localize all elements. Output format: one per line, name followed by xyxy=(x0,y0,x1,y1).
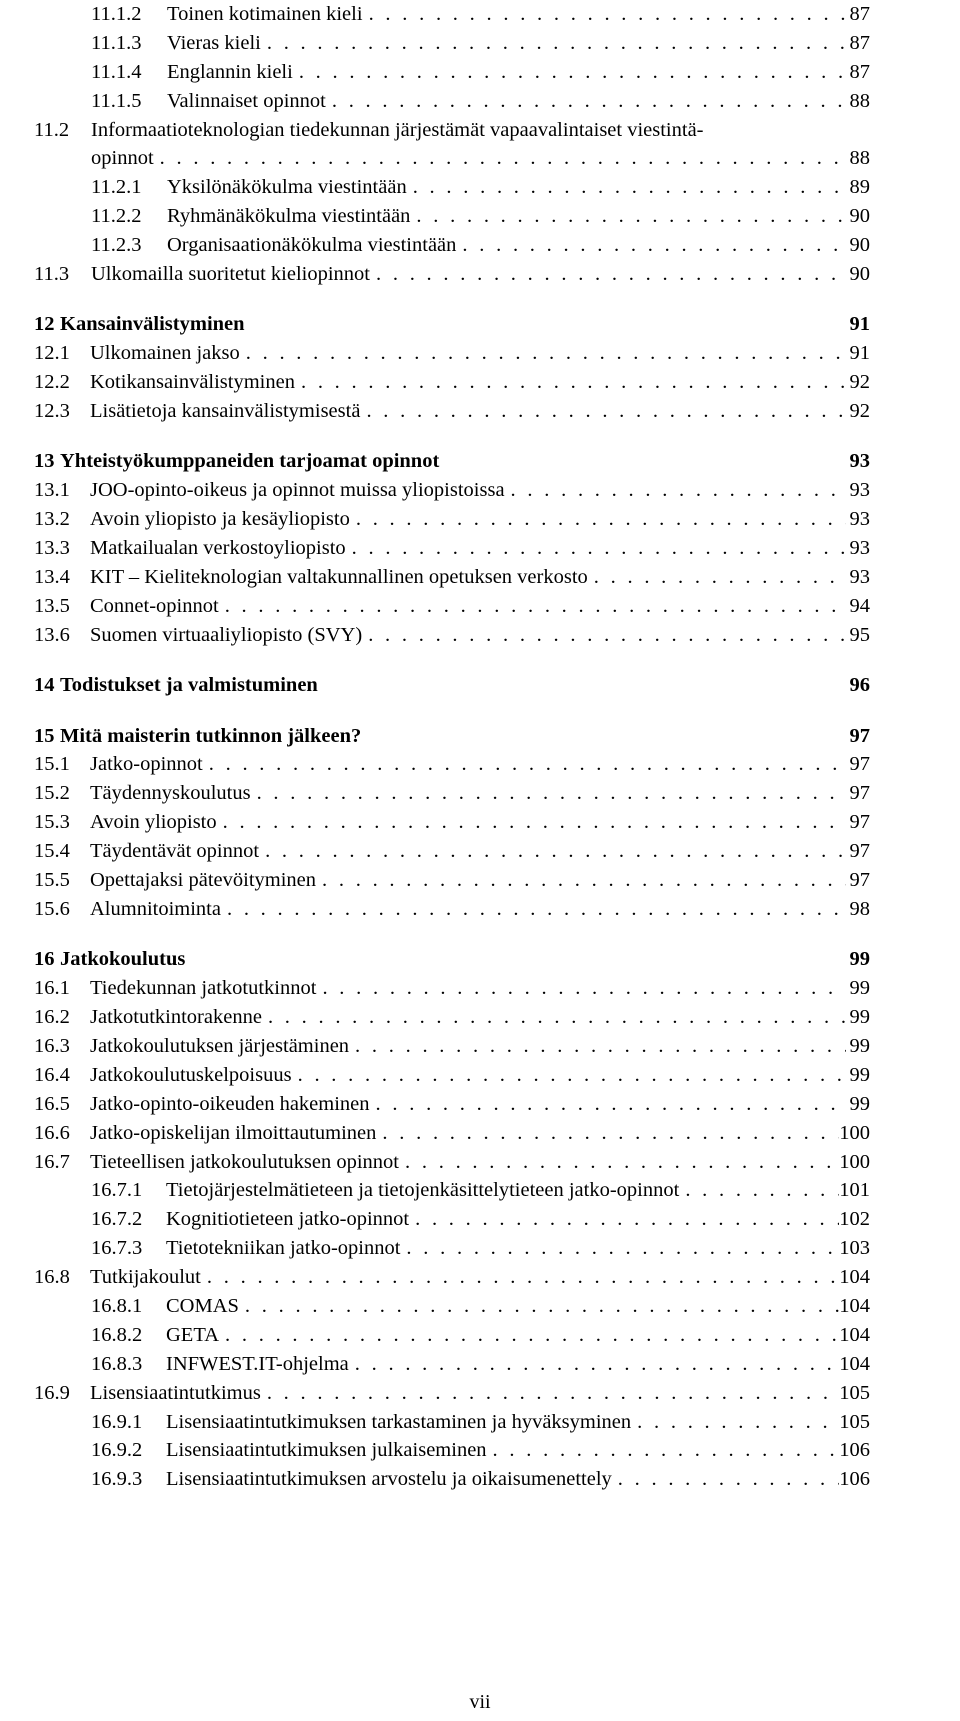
toc-dot-leader xyxy=(316,866,846,895)
toc-page-number: 87 xyxy=(849,3,870,25)
toc-page-number: 106 xyxy=(839,1439,870,1462)
toc-section-number: 16.6 xyxy=(34,1121,70,1144)
toc-page-number: 104 xyxy=(839,1295,870,1318)
toc-section-number: 12 xyxy=(34,313,55,336)
toc-entry-11.2[interactable] xyxy=(34,116,870,145)
toc-dot-leader xyxy=(261,29,846,58)
toc-entry-title: KIT – Kieliteknologian valtakunnallinen opetuksen verkosto xyxy=(90,566,588,589)
toc-page-number: 87 xyxy=(849,60,870,83)
toc-section-number: 16.9.2 xyxy=(91,1439,143,1462)
toc-entry-13.5[interactable] xyxy=(34,592,870,621)
toc-page-number: 91 xyxy=(849,342,870,365)
toc-page-number: 104 xyxy=(839,1266,870,1289)
toc-page-number: 97 xyxy=(849,811,870,834)
toc-entry-title: Matkailualan verkostoyliopisto xyxy=(90,537,346,560)
toc-entry-title: Lisätietoja kansainvälistymisestä xyxy=(90,400,361,423)
toc-entry-title: Mitä maisterin tutkinnon jälkeen? xyxy=(60,724,362,747)
toc-dot-leader xyxy=(362,621,846,650)
toc-page-number: 98 xyxy=(849,897,870,920)
page-number-footer: vii xyxy=(469,1691,491,1713)
toc-dot-leader xyxy=(370,260,846,289)
toc-entry-title: Connet-opinnot xyxy=(90,594,219,617)
toc-entry-16.7[interactable] xyxy=(34,1148,870,1177)
toc-section-number: 15.1 xyxy=(34,753,70,776)
toc-entry-16.7.3[interactable] xyxy=(34,1234,870,1263)
toc-dot-leader xyxy=(219,1321,839,1350)
toc-entry-title: GETA xyxy=(166,1323,220,1346)
toc-dot-leader xyxy=(293,58,846,87)
toc-section-number: 16.8.3 xyxy=(91,1352,143,1375)
toc-section-number: 16.9.1 xyxy=(91,1410,143,1433)
toc-entry-title: Jatko-opiskelijan ilmoittautuminen xyxy=(90,1121,377,1144)
toc-dot-leader xyxy=(239,1292,839,1321)
toc-entry-title: Täydentävät opinnot xyxy=(90,840,260,863)
toc-dot-leader xyxy=(399,1148,839,1177)
toc-section-number: 13.3 xyxy=(34,537,70,560)
toc-page-number: 87 xyxy=(849,31,870,54)
toc-entry-15.6[interactable] xyxy=(34,895,870,924)
toc-section-number: 15 xyxy=(34,724,55,747)
toc-entry-16.9.3[interactable] xyxy=(34,1465,870,1494)
toc-page-number: 104 xyxy=(839,1323,870,1346)
toc-section-number: 13.1 xyxy=(34,479,70,502)
toc-entry-11.2.1[interactable] xyxy=(34,173,870,202)
toc-page-number: 93 xyxy=(849,450,870,473)
toc-page-number: 100 xyxy=(839,1150,870,1173)
toc-entry-title: opinnot xyxy=(91,147,154,170)
toc-dot-leader xyxy=(240,339,846,368)
toc-section-number: 13.6 xyxy=(34,623,70,646)
toc-entry-16.6[interactable] xyxy=(34,1119,870,1148)
toc-section-number: 15.5 xyxy=(34,869,70,892)
toc-section-number: 16.3 xyxy=(34,1035,70,1057)
toc-page-number: 99 xyxy=(849,1063,870,1086)
toc-entry-16.5[interactable] xyxy=(34,1090,870,1119)
toc-page-number: 102 xyxy=(839,1208,870,1231)
toc-dot-leader xyxy=(400,1234,839,1263)
toc-dot-leader xyxy=(588,563,846,592)
toc-entry-16.7.1[interactable] xyxy=(34,1176,870,1205)
toc-entry-title: Täydennyskoulutus xyxy=(90,782,251,805)
toc-entry-15.1[interactable] xyxy=(34,750,870,779)
toc-entry-16.3[interactable] xyxy=(34,1032,870,1061)
toc-section-number: 11.2 xyxy=(34,118,70,141)
toc-dot-leader xyxy=(349,1350,839,1379)
toc-section-number: 16 xyxy=(34,948,55,971)
toc-entry-16.8.2[interactable] xyxy=(34,1321,870,1350)
toc-entry-16.8[interactable] xyxy=(34,1263,870,1292)
toc-dot-leader xyxy=(376,1119,839,1148)
toc-section-number: 11.2.1 xyxy=(91,176,142,199)
toc-section-number: 16.7.2 xyxy=(91,1208,143,1231)
toc-dot-leader xyxy=(259,837,846,866)
toc-section-number: 15.4 xyxy=(34,840,70,863)
toc-entry-title: Toinen kotimainen kieli xyxy=(167,3,363,25)
toc-entry-title: Avoin yliopisto xyxy=(90,811,217,834)
toc-dot-leader xyxy=(295,368,846,397)
toc-section-number: 16.8 xyxy=(34,1266,70,1289)
toc-section-number: 13.5 xyxy=(34,594,70,617)
toc-entry-title: Tiedekunnan jatkotutkinnot xyxy=(90,977,317,1000)
toc-entry-title: Kognitiotieteen jatko-opinnot xyxy=(166,1208,410,1231)
toc-section-number: 11.2.3 xyxy=(91,234,142,257)
toc-entry-11.1.3[interactable] xyxy=(34,29,870,58)
toc-chapter-16[interactable] xyxy=(34,945,870,974)
toc-dot-leader xyxy=(360,397,846,426)
toc-section-number: 13.4 xyxy=(34,566,70,589)
toc-entry-15.3[interactable] xyxy=(34,808,870,837)
toc-dot-leader xyxy=(316,974,846,1003)
toc-dot-leader xyxy=(456,231,846,260)
toc-entry-title: Jatkokoulutus xyxy=(60,948,186,971)
toc-entry-13.2[interactable] xyxy=(34,505,870,534)
toc-page-number: 101 xyxy=(839,1179,870,1202)
toc-page-number: 93 xyxy=(849,566,870,589)
toc-entry-title: Yhteistyökumppaneiden tarjoamat opinnot xyxy=(60,450,440,473)
toc-section-number: 15.2 xyxy=(34,782,70,805)
toc-entry-13.6[interactable] xyxy=(34,621,870,650)
toc-page-number: 105 xyxy=(839,1410,870,1433)
toc-entry-title: Informaatioteknologian tiedekunnan järjestämät vapaavalintaiset viestintä- xyxy=(91,118,704,141)
toc-entry-16.2[interactable] xyxy=(34,1003,870,1032)
toc-section-number: 16.7 xyxy=(34,1150,70,1173)
toc-dot-leader xyxy=(350,505,846,534)
toc-section-number: 13 xyxy=(34,450,55,473)
toc-entry-16.8.1[interactable] xyxy=(34,1292,870,1321)
toc-dot-leader xyxy=(203,750,846,779)
toc-entry-title: Tieteellisen jatkokoulutuksen opinnot xyxy=(90,1150,400,1173)
toc-entry-11.1.5[interactable] xyxy=(34,87,870,116)
toc-dot-leader xyxy=(363,0,846,29)
toc-page-number: 93 xyxy=(849,508,870,531)
toc-entry-title: Valinnaiset opinnot xyxy=(167,89,326,112)
toc-entry-12.3[interactable] xyxy=(34,397,870,426)
toc-entry-title: Vieras kieli xyxy=(167,31,261,54)
toc-section-number: 16.9 xyxy=(34,1381,70,1404)
toc-section-number: 11.1.4 xyxy=(91,60,142,83)
toc-entry-16.1[interactable] xyxy=(34,974,870,1003)
toc-section-number: 13.2 xyxy=(34,508,70,531)
toc-entry-title: Ulkomainen jakso xyxy=(90,342,240,365)
toc-page-number: 89 xyxy=(849,176,870,199)
toc-section-number: 15.6 xyxy=(34,897,70,920)
toc-section-number: 11.1.3 xyxy=(91,31,142,54)
toc-entry-11.2.2[interactable] xyxy=(34,202,870,231)
toc-page-number: 97 xyxy=(849,869,870,892)
toc-dot-leader xyxy=(251,779,846,808)
toc-entry-title: Yksilönäkökulma viestintään xyxy=(167,176,407,199)
toc-entry-15.2[interactable] xyxy=(34,779,870,808)
toc-entry-title: Lisensiaatintutkimuksen julkaiseminen xyxy=(166,1439,487,1462)
toc-page-number: 92 xyxy=(849,371,870,394)
toc-dot-leader xyxy=(201,1263,839,1292)
toc-chapter-12[interactable] xyxy=(34,310,870,339)
toc-page-number: 105 xyxy=(839,1381,870,1404)
toc-entry-title: Kansainvälistyminen xyxy=(60,313,245,336)
toc-section-number: 16.9.3 xyxy=(91,1468,143,1491)
toc-page-number: 96 xyxy=(849,674,870,697)
toc-dot-leader xyxy=(261,1379,839,1408)
toc-entry-title: Jatkokoulutuskelpoisuus xyxy=(90,1063,292,1086)
toc-dot-leader xyxy=(219,592,846,621)
toc-section-number: 16.8.1 xyxy=(91,1295,143,1318)
toc-page-number: 92 xyxy=(849,400,870,423)
toc-entry-13.1[interactable] xyxy=(34,476,870,505)
toc-page-number: 99 xyxy=(849,948,870,971)
toc-entry-16.8.3[interactable] xyxy=(34,1350,870,1379)
toc-entry-title: Lisensiaatintutkimus xyxy=(90,1381,261,1404)
toc-entry-title: Tutkijakoulut xyxy=(90,1266,201,1289)
toc-entry-title: Organisaationäkökulma viestintään xyxy=(167,234,457,257)
toc-entry-title: Alumnitoiminta xyxy=(90,897,221,920)
toc-entry-title: Opettajaksi pätevöityminen xyxy=(90,869,317,892)
toc-entry-title: Jatko-opinto-oikeuden hakeminen xyxy=(90,1092,370,1115)
toc-entry-title: Jatkokoulutuksen järjestäminen xyxy=(90,1035,350,1057)
toc-section-number: 15.3 xyxy=(34,811,70,834)
toc-entry-title: Suomen virtuaaliyliopisto (SVY) xyxy=(90,623,363,646)
toc-section-number: 12.2 xyxy=(34,371,70,394)
toc-entry-title: Englannin kieli xyxy=(167,60,293,83)
toc-section-number: 16.5 xyxy=(34,1092,70,1115)
toc-entry-15.4[interactable] xyxy=(34,837,870,866)
toc-page-number: 94 xyxy=(849,594,870,617)
toc-section-number: 11.1.5 xyxy=(91,89,142,112)
toc-chapter-13[interactable] xyxy=(34,447,870,476)
toc-dot-leader xyxy=(326,87,846,116)
toc-entry-12.1[interactable] xyxy=(34,339,870,368)
toc-entry-11.1.2[interactable] xyxy=(34,0,870,29)
toc-entry-13.3[interactable] xyxy=(34,534,870,563)
toc-entry-11.3[interactable] xyxy=(34,260,870,289)
toc-entry-11.2.3[interactable] xyxy=(34,231,870,260)
toc-section-number: 16.8.2 xyxy=(91,1323,143,1346)
toc-entry-title: Kotikansainvälistyminen xyxy=(90,371,295,394)
toc-dot-leader xyxy=(409,1205,839,1234)
toc-entry-title: COMAS xyxy=(166,1295,239,1318)
toc-dot-leader xyxy=(410,202,846,231)
toc-section-number: 11.2.2 xyxy=(91,205,142,228)
toc-entry-16.9.2[interactable] xyxy=(34,1436,870,1465)
toc-section-number: 11.1.2 xyxy=(91,3,142,25)
toc-section-number: 12.1 xyxy=(34,342,70,365)
toc-dot-leader xyxy=(487,1436,840,1465)
toc-page-number: 93 xyxy=(849,479,870,502)
toc-page-number: 90 xyxy=(849,263,870,286)
toc-section-number: 14 xyxy=(34,674,55,697)
toc-dot-leader xyxy=(349,1032,846,1061)
toc-page-number: 90 xyxy=(849,234,870,257)
toc-entry-title: Jatko-opinnot xyxy=(90,753,203,776)
toc-entry-12.2[interactable] xyxy=(34,368,870,397)
toc-entry-title: Lisensiaatintutkimuksen arvostelu ja oikaisumenettely xyxy=(166,1468,612,1491)
toc-page-number: 97 xyxy=(849,782,870,805)
toc-page-number: 99 xyxy=(849,1035,870,1057)
toc-page-number: 97 xyxy=(849,753,870,776)
toc-page-number: 91 xyxy=(849,313,870,336)
toc-entry-title: Tietojärjestelmätieteen ja tietojenkäsittelytieteen jatko-opinnot xyxy=(166,1179,680,1202)
toc-section-number: 16.7.3 xyxy=(91,1237,143,1260)
toc-dot-leader xyxy=(217,808,846,837)
toc-page-number: 99 xyxy=(849,1092,870,1115)
toc-entry-title: Avoin yliopisto ja kesäyliopisto xyxy=(90,508,350,531)
toc-dot-leader xyxy=(612,1465,839,1494)
toc-chapter-15[interactable] xyxy=(34,722,870,751)
toc-page-number: 97 xyxy=(849,840,870,863)
toc-entry-title: INFWEST.IT-ohjelma xyxy=(166,1352,349,1375)
toc-entry-title: Ryhmänäkökulma viestintään xyxy=(167,205,411,228)
toc-section-number: 16.1 xyxy=(34,977,70,1000)
toc-page-number: 103 xyxy=(839,1237,870,1260)
toc-dot-leader xyxy=(370,1090,846,1119)
toc-entry-title: JOO-opinto-oikeus ja opinnot muissa yliopistoissa xyxy=(90,479,505,502)
toc-entry-13.4[interactable] xyxy=(34,563,870,592)
toc-entry-16.9[interactable] xyxy=(34,1379,870,1408)
toc-section-number: 16.4 xyxy=(34,1063,70,1086)
toc-dot-leader xyxy=(154,144,846,173)
toc-dot-leader xyxy=(505,476,846,505)
toc-entry-title: Jatkotutkintorakenne xyxy=(90,1006,262,1029)
toc-entry-16.9.1[interactable] xyxy=(34,1408,870,1437)
toc-page-number: 99 xyxy=(849,1006,870,1029)
toc-section-number: 16.7.1 xyxy=(91,1179,143,1202)
toc-dot-leader xyxy=(679,1176,839,1205)
toc-dot-leader xyxy=(407,173,846,202)
toc-page-number: 104 xyxy=(839,1352,870,1375)
toc-entry-title: Todistukset ja valmistuminen xyxy=(60,674,318,697)
toc-entry-15.5[interactable] xyxy=(34,866,870,895)
toc-section-number: 16.2 xyxy=(34,1006,70,1029)
toc-entry-title: Lisensiaatintutkimuksen tarkastaminen ja hyväksyminen xyxy=(166,1410,632,1433)
toc-section-number: 11.3 xyxy=(34,263,70,286)
toc-page-number: 106 xyxy=(839,1468,870,1491)
toc-entry-16.7.2[interactable] xyxy=(34,1205,870,1234)
toc-dot-leader xyxy=(346,534,846,563)
toc-entry-title: Ulkomailla suoritetut kieliopinnot xyxy=(91,263,370,286)
table-of-contents xyxy=(34,0,870,1494)
toc-entry-11.1.4[interactable] xyxy=(34,58,870,87)
toc-page-number: 93 xyxy=(849,537,870,560)
toc-entry-16.4[interactable] xyxy=(34,1061,870,1090)
toc-page-number: 95 xyxy=(849,623,870,646)
toc-entry-cont-5[interactable] xyxy=(34,144,870,173)
toc-dot-leader xyxy=(631,1408,839,1437)
toc-page-number: 99 xyxy=(849,977,870,1000)
toc-page-number: 100 xyxy=(839,1121,870,1144)
toc-chapter-14[interactable] xyxy=(34,671,870,700)
toc-section-number: 12.3 xyxy=(34,400,70,423)
toc-page-number: 88 xyxy=(849,89,870,112)
toc-dot-leader xyxy=(262,1003,846,1032)
toc-page-number: 90 xyxy=(849,205,870,228)
toc-page-number: 88 xyxy=(849,147,870,170)
toc-dot-leader xyxy=(292,1061,846,1090)
toc-entry-title: Tietotekniikan jatko-opinnot xyxy=(166,1237,401,1260)
toc-page-number: 97 xyxy=(849,724,870,747)
toc-dot-leader xyxy=(221,895,846,924)
